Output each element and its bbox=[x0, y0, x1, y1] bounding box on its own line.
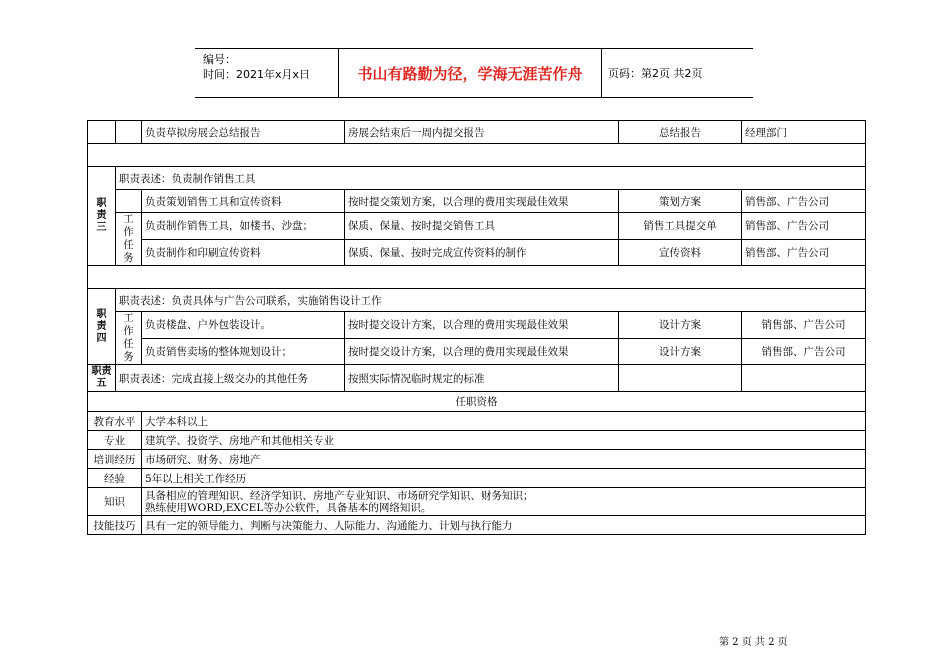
duty-4-desc: 职责表述：负责具体与广告公司联系，实施销售设计工作 bbox=[116, 289, 866, 312]
output-cell: 总结报告 bbox=[619, 121, 742, 144]
time-label: 时间：2021年x月x日 bbox=[203, 68, 311, 81]
duty-5-label: 职责 五 bbox=[88, 365, 116, 392]
duty-3-label: 职 责 三 bbox=[88, 167, 116, 266]
output-cell: 宣传资料 bbox=[619, 239, 742, 266]
header-page-label: 页码：第2页 共2页 bbox=[608, 67, 703, 80]
work-label-empty bbox=[116, 190, 142, 213]
qual-label: 知识 bbox=[88, 488, 142, 516]
output-cell bbox=[619, 365, 742, 392]
number-label: 编号： bbox=[203, 53, 236, 66]
task-cell: 负责制作和印刷宣传资料 bbox=[142, 239, 345, 266]
work-task-label: 工作 任务 bbox=[116, 213, 142, 266]
qual-value: 市场研究、财务、房地产 bbox=[142, 450, 866, 469]
table-row bbox=[88, 121, 866, 144]
table-row bbox=[88, 239, 866, 266]
duty-5-desc: 职责表述：完成直接上级交办的其他任务 bbox=[116, 365, 345, 392]
qual-value: 5年以上相关工作经历 bbox=[142, 469, 866, 488]
duty-3-desc: 职责表述：负责制作销售工具 bbox=[116, 167, 866, 190]
qual-label: 教育水平 bbox=[88, 412, 142, 431]
spacer-row bbox=[88, 266, 866, 289]
output-cell: 设计方案 bbox=[619, 338, 742, 365]
output-cell: 设计方案 bbox=[619, 312, 742, 339]
document-header bbox=[195, 48, 753, 98]
dept-cell: 销售部、广告公司 bbox=[742, 338, 866, 365]
page-footer: 第 2 页 共 2 页 bbox=[719, 637, 788, 648]
table-row bbox=[88, 516, 866, 535]
table-row bbox=[88, 392, 866, 412]
qual-value: 大学本科以上 bbox=[142, 412, 866, 431]
dept-cell: 销售部、广告公司 bbox=[742, 213, 866, 240]
table-row bbox=[88, 469, 866, 488]
table-row bbox=[88, 412, 866, 431]
dept-cell: 销售部、广告公司 bbox=[742, 239, 866, 266]
standard-cell: 房展会结束后一周内提交报告 bbox=[345, 121, 619, 144]
standard-cell: 按照实际情况临时规定的标准 bbox=[345, 365, 619, 392]
qual-value: 建筑学、投资学、房地产和其他相关专业 bbox=[142, 431, 866, 450]
dept-cell: 销售部、广告公司 bbox=[742, 190, 866, 213]
qual-value: 具备相应的管理知识、经济学知识、房地产专业知识、市场研究学知识、财务知识； 熟练使用WORD,EXCEL等办公软件，具备基本的网络知识。 bbox=[142, 488, 866, 516]
table-row bbox=[88, 190, 866, 213]
table-row bbox=[88, 488, 866, 516]
table-row bbox=[88, 213, 866, 240]
qual-value: 具有一定的领导能力、判断与决策能力、人际能力、沟通能力、计划与执行能力 bbox=[142, 516, 866, 535]
dept-cell: 经理部门 bbox=[742, 121, 866, 144]
spacer-row bbox=[88, 144, 866, 167]
standard-cell: 保质、保量、按时完成宣传资料的制作 bbox=[345, 239, 619, 266]
qual-label: 技能技巧 bbox=[88, 516, 142, 535]
output-cell: 策划方案 bbox=[619, 190, 742, 213]
duty-label-empty bbox=[88, 121, 116, 144]
table-row bbox=[88, 365, 866, 392]
qual-label: 专业 bbox=[88, 431, 142, 450]
task-cell: 负责销售卖场的整体规划设计； bbox=[142, 338, 345, 365]
header-meta bbox=[195, 49, 339, 97]
table-row bbox=[88, 338, 866, 365]
dept-cell: 销售部、广告公司 bbox=[742, 312, 866, 339]
task-cell: 负责楼盘、户外包装设计。 bbox=[142, 312, 345, 339]
table-row bbox=[88, 167, 866, 190]
qual-label: 经验 bbox=[88, 469, 142, 488]
task-cell: 负责草拟房展会总结报告 bbox=[142, 121, 345, 144]
work-task-label: 工作 任务 bbox=[116, 312, 142, 365]
table-row bbox=[88, 312, 866, 339]
table-row bbox=[88, 450, 866, 469]
standard-cell: 按时提交设计方案，以合理的费用实现最佳效果 bbox=[345, 338, 619, 365]
table-row bbox=[88, 431, 866, 450]
duty-4-label: 职 责 四 bbox=[88, 289, 116, 365]
standard-cell: 按时提交设计方案，以合理的费用实现最佳效果 bbox=[345, 312, 619, 339]
table-row bbox=[88, 289, 866, 312]
dept-cell bbox=[742, 365, 866, 392]
standard-cell: 保质、保量、按时提交销售工具 bbox=[345, 213, 619, 240]
task-cell: 负责制作销售工具，如楼书、沙盘； bbox=[142, 213, 345, 240]
header-motto: 书山有路勤为径，学海无涯苦作舟 bbox=[339, 49, 602, 97]
qual-label: 培训经历 bbox=[88, 450, 142, 469]
output-cell: 销售工具提交单 bbox=[619, 213, 742, 240]
job-description-table bbox=[87, 120, 866, 535]
work-label-empty bbox=[116, 121, 142, 144]
standard-cell: 按时提交策划方案，以合理的费用实现最佳效果 bbox=[345, 190, 619, 213]
task-cell: 负责策划销售工具和宣传资料 bbox=[142, 190, 345, 213]
qualifications-title: 任职资格 bbox=[88, 392, 866, 412]
